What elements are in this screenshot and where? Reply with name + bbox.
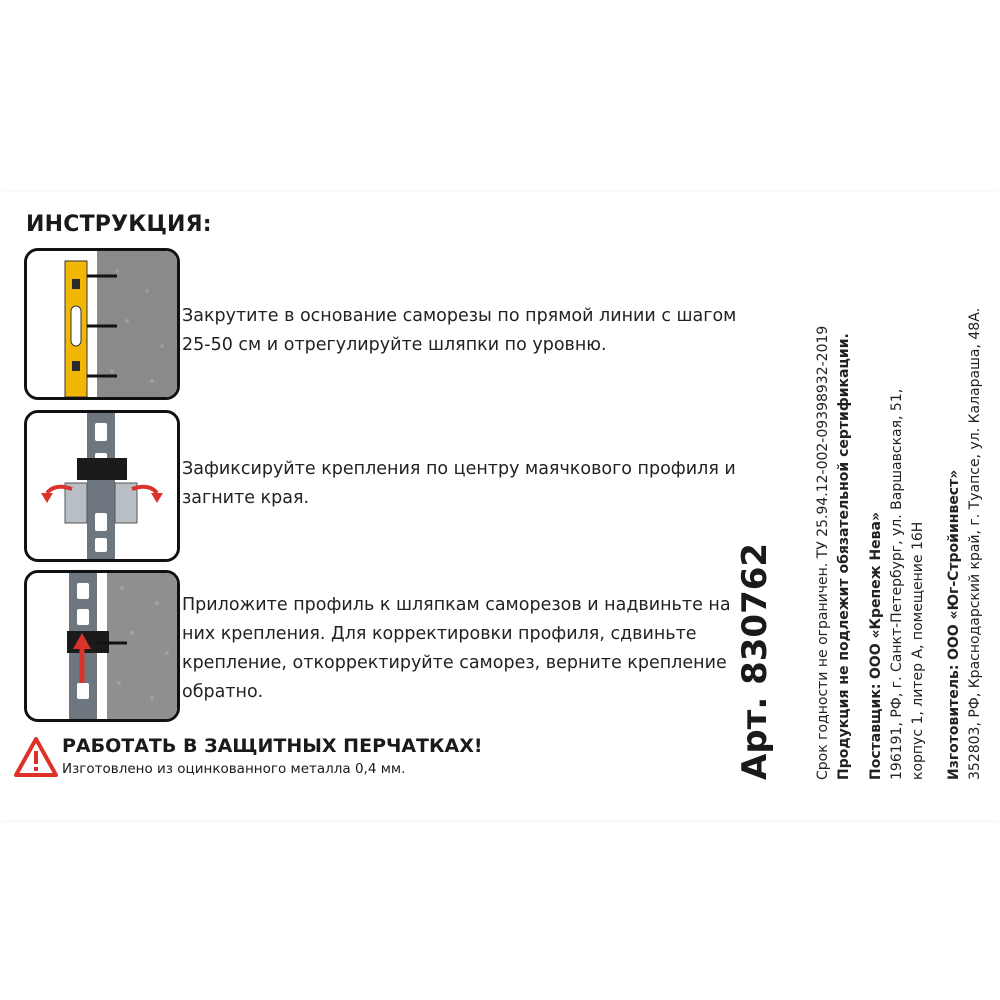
step-3-text: Приложите профиль к шляпкам саморезов и надвиньте на них крепления. Для корректировки профиля, сдвиньте крепление, откорректируйте саморез, верните крепление обратно. xyxy=(182,595,731,702)
certification-text: Продукция не подлежит обязательной сертификации. xyxy=(836,333,852,780)
shelf-life-text: Срок годности не ограничен. ТУ 25.94.12-002-09398932-2019 xyxy=(815,325,831,780)
level-screws-illustration xyxy=(24,248,180,400)
supplier-label: Поставщик: xyxy=(868,683,884,780)
product-info-rotated xyxy=(735,182,1000,782)
manufacturer-name: ООО «Юг-Стройинвест» xyxy=(946,469,962,661)
supplier-name: ООО «Крепеж Нева» xyxy=(868,511,884,680)
supplier-line xyxy=(868,512,884,780)
warning-title: РАБОТАТЬ В ЗАЩИТНЫХ ПЕРЧАТКАХ! xyxy=(62,735,483,757)
warning-block xyxy=(14,735,484,781)
slide-profile-illustration xyxy=(24,570,180,722)
supplier-address-2: корпус 1, литер А, помещение 16Н xyxy=(910,521,926,780)
manufacturer-label: Изготовитель: xyxy=(946,664,962,780)
bend-clip-illustration xyxy=(24,410,180,562)
step-2-text: Зафиксируйте крепления по центру маячкового профиля и загните края. xyxy=(182,459,736,508)
supplier-address-1: 196191, РФ, г. Санкт-Петербург, ул. Варшавская, 51, xyxy=(889,388,905,780)
manufacturer-line xyxy=(946,470,962,780)
article-number: Арт. 830762 xyxy=(735,542,775,780)
manufacturer-address: 352803, РФ, Краснодарский край, г. Туапсе, ул. Калараша, 48А. xyxy=(967,307,983,780)
instruction-title: ИНСТРУКЦИЯ: xyxy=(26,212,212,237)
warning-subtitle: Изготовлено из оцинкованного металла 0,4 мм. xyxy=(62,761,406,777)
step-1-text: Закрутите в основание саморезы по прямой линии с шагом 25-50 см и отрегулируйте шляпки по уровню. xyxy=(182,306,737,355)
warning-triangle-icon xyxy=(14,737,58,777)
